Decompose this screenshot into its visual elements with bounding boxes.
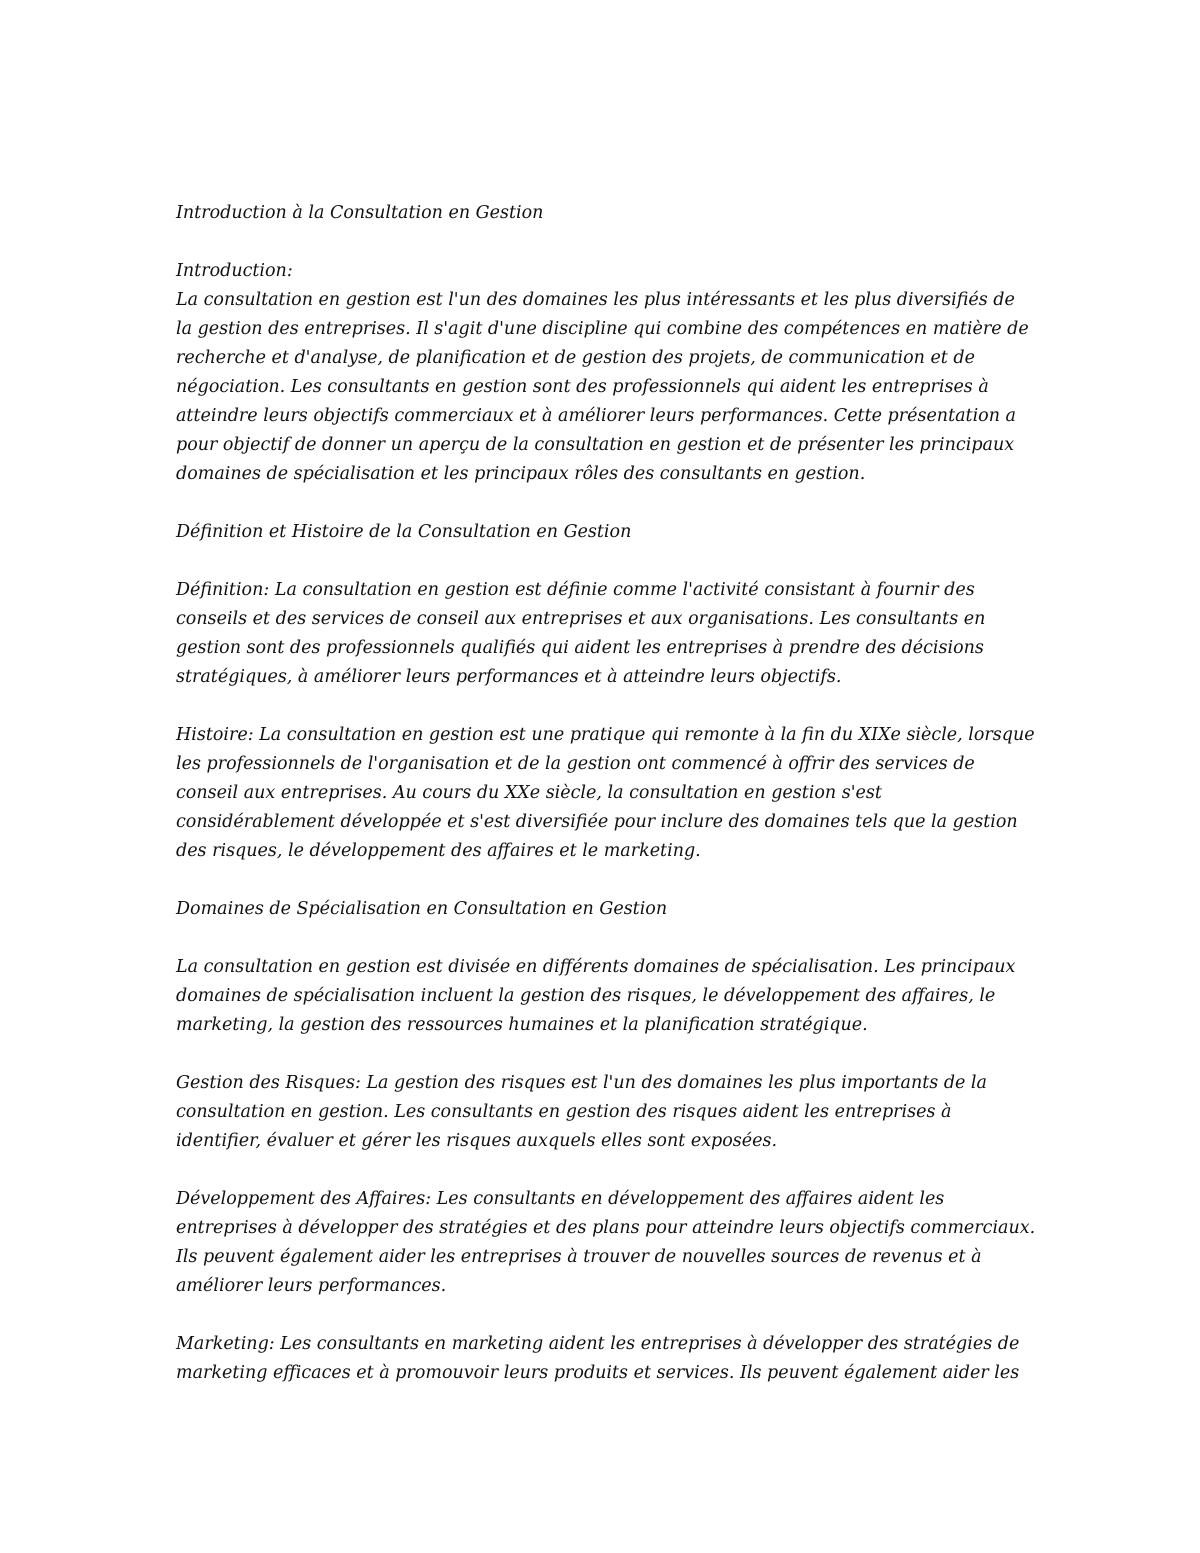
- spacer: [176, 1301, 1036, 1330]
- spacer: [176, 228, 1036, 257]
- spacer: [176, 692, 1036, 721]
- intro-heading: Introduction:: [176, 261, 293, 281]
- section-heading-domaines: Domaines de Spécialisation en Consultation en Gestion: [176, 899, 668, 919]
- document-title: Introduction à la Consultation en Gestion: [176, 203, 544, 223]
- spacer: [176, 547, 1036, 576]
- definition-paragraph: Définition: La consultation en gestion est définie comme l'activité consistant à fournir des conseils et des services de conseil aux entreprises et aux organisations. Les consultants en gestion sont des professionnels qualifiés qui aident les entreprises à prendre des décisions stratégiques, à améliorer leurs performances et à atteindre leurs objectifs.: [176, 580, 991, 687]
- section-heading-definition-histoire: Définition et Histoire de la Consultation en Gestion: [176, 522, 632, 542]
- domaines-paragraph: La consultation en gestion est divisée en différents domaines de spécialisation. Les principaux domaines de spécialisation incluent la gestion des risques, le développement des affaires, le marketing, la gestion des ressources humaines et la planification stratégique.: [176, 957, 1021, 1035]
- spacer: [176, 489, 1036, 518]
- spacer: [176, 1156, 1036, 1185]
- gestion-risques-paragraph: Gestion des Risques: La gestion des risques est l'un des domaines les plus importants de la consultation en gestion. Les consultants en gestion des risques aident les entreprises à identifier, évaluer et gérer les risques auxquels elles sont exposées.: [176, 1073, 993, 1151]
- histoire-paragraph: Histoire: La consultation en gestion est une pratique qui remonte à la fin du XIXe siècle, lorsque les professionnels de l'organisation et de la gestion ont commencé à offrir des services de conseil aux entreprises. Au cours du XXe siècle, la consultation en gestion s'est considérablement développée et s'est diversifiée pour inclure des domaines tels que la gestion des risques, le développement des affaires et le marketing.: [176, 725, 1041, 861]
- spacer: [176, 866, 1036, 895]
- marketing-paragraph: Marketing: Les consultants en marketing aident les entreprises à développer des stratégies de marketing efficaces et à promouvoir leurs produits et services. Ils peuvent également aider les: [176, 1334, 1025, 1383]
- intro-paragraph: La consultation en gestion est l'un des domaines les plus intéressants et les plus diversifiés de la gestion des entreprises. Il s'agit d'une discipline qui combine des compétences en matière de recherche et d'analyse, de planification et de gestion des projets, de communication et de négociation. Les consultants en gestion sont des professionnels qui aident les entreprises à atteindre leurs objectifs commerciaux et à améliorer leurs performances. Cette présentation a pour objectif de donner un aperçu de la consultation en gestion et de présenter les principaux domaines de spécialisation et les principaux rôles des consultants en gestion.: [176, 290, 1035, 484]
- spacer: [176, 1040, 1036, 1069]
- developpement-affaires-paragraph: Développement des Affaires: Les consultants en développement des affaires aident les entreprises à développer des stratégies et des plans pour atteindre leurs objectifs commerciaux. Ils peuvent également aider les entreprises à trouver de nouvelles sources de revenus et à améliorer leurs performances.: [176, 1189, 1041, 1296]
- spacer: [176, 924, 1036, 953]
- document-body: [176, 199, 1041, 1388]
